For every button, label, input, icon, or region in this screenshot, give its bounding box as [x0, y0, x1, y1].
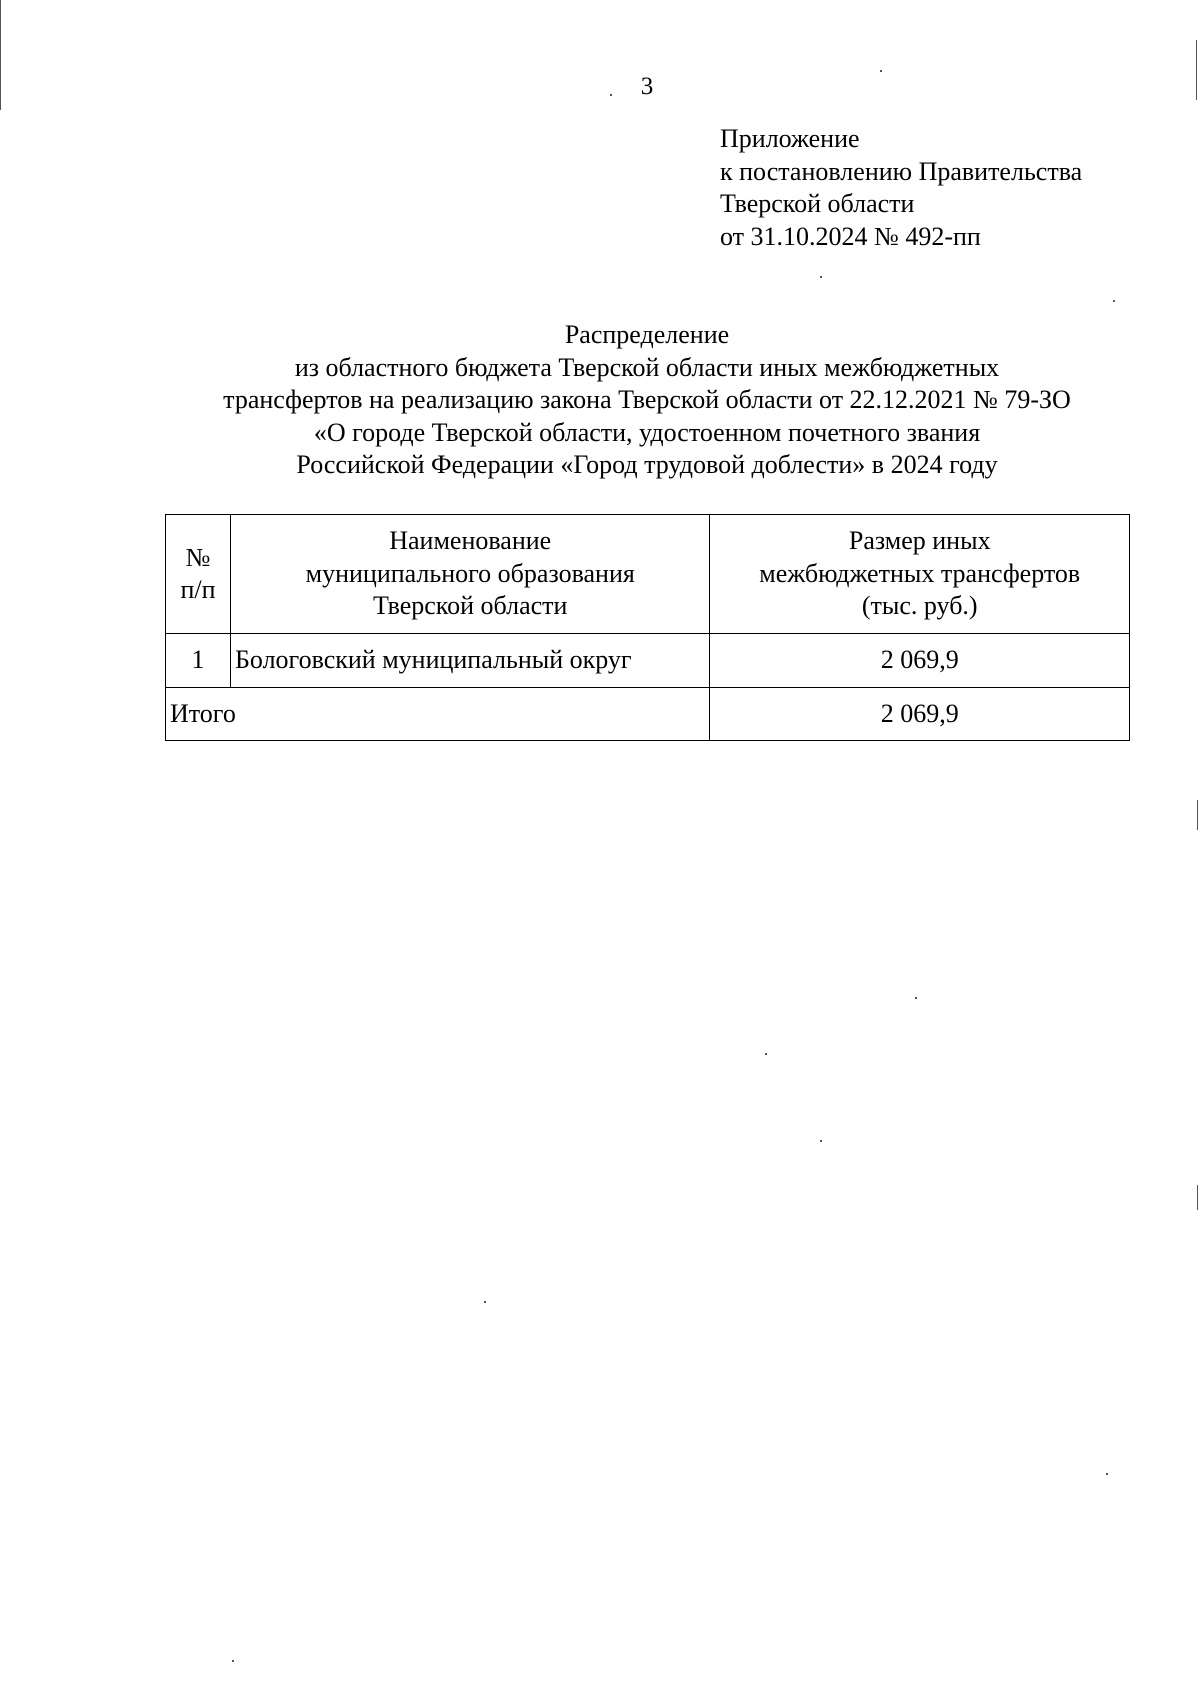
scan-edge-mark	[1196, 40, 1197, 100]
header-text: межбюджетных трансфертов	[759, 558, 1081, 588]
scan-speck	[915, 997, 917, 999]
row-amount: 2 069,9	[710, 634, 1130, 688]
scan-speck	[484, 1301, 486, 1303]
scan-speck	[820, 1140, 822, 1142]
table-row	[166, 634, 1130, 688]
scan-speck	[1106, 1473, 1108, 1475]
scan-edge-mark	[1197, 800, 1198, 830]
header-amount	[710, 515, 1130, 634]
document-title	[100, 319, 1194, 482]
table-total-row	[166, 688, 1130, 741]
total-label: Итого	[166, 688, 710, 741]
header-text: Тверской области	[373, 591, 568, 621]
scan-speck	[1113, 300, 1115, 302]
scan-speck	[820, 276, 822, 278]
appendix-line: к постановлению Правительства	[720, 156, 1083, 186]
title-line: «О городе Тверской области, удостоенном почетного звания	[313, 417, 981, 447]
scan-speck	[765, 1053, 767, 1055]
header-text: №	[185, 542, 211, 572]
total-amount: 2 069,9	[710, 688, 1130, 741]
scan-speck	[232, 1660, 234, 1662]
title-line: трансфертов на реализацию закона Тверской области от 22.12.2021 № 79-ЗО	[223, 385, 1071, 414]
header-text: п/п	[180, 575, 216, 604]
title-line: из областного бюджета Тверской области иных межбюджетных	[294, 352, 1000, 382]
header-text: (тыс. руб.)	[861, 591, 978, 621]
appendix-block	[720, 123, 1160, 253]
scan-edge-mark	[1197, 1185, 1198, 1210]
header-text: Наименование	[389, 526, 552, 556]
table-header-row	[166, 515, 1130, 634]
header-number	[166, 515, 231, 634]
appendix-date-number: от 31.10.2024 № 492-пп	[720, 221, 981, 251]
distribution-table	[165, 514, 1130, 741]
header-text: муниципального образования	[305, 558, 635, 588]
page-number: 3	[640, 73, 654, 100]
scan-edge-mark	[0, 0, 1, 110]
header-text: Размер иных	[848, 526, 991, 556]
scan-speck	[880, 70, 882, 72]
appendix-line: Приложение	[720, 124, 860, 153]
row-municipality: Бологовский муниципальный округ	[231, 634, 710, 688]
row-number: 1	[166, 634, 231, 688]
scan-speck	[610, 94, 612, 96]
appendix-line: Тверской области	[720, 189, 915, 218]
title-line: Распределение	[564, 320, 730, 349]
title-line: Российской Федерации «Город трудовой доблести» в 2024 году	[296, 450, 998, 479]
header-municipality	[231, 515, 710, 634]
